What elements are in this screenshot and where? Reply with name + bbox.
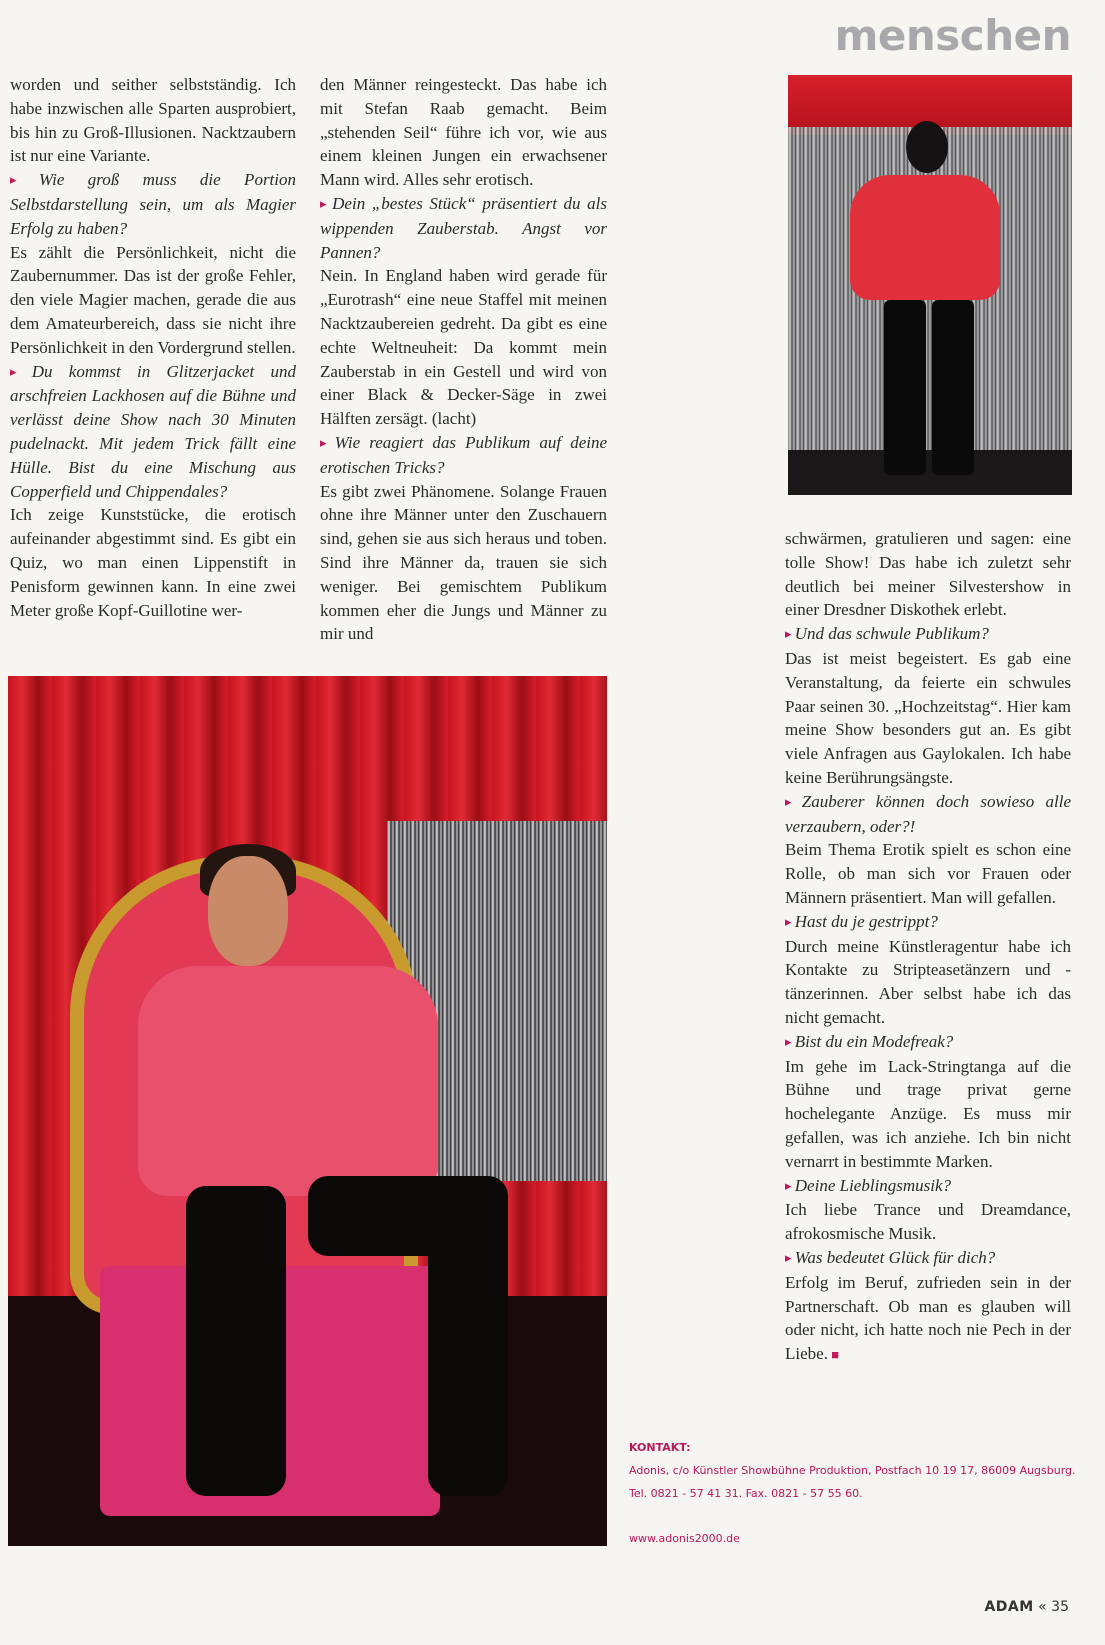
article-column-3 (785, 527, 1071, 1367)
paragraph-text: Ich zeige Kunststücke, die erotisch aufeinander abgestimmt sind. Es gibt ein Quiz, wo man einen Lippenstift in Penisform gewinnen kann. In eine zwei Meter große Kopf-Guillotine wer- (10, 505, 296, 620)
interview-answer (785, 647, 1071, 790)
interview-answer (785, 1198, 1071, 1246)
paragraph-text: den Männer reingesteckt. Das habe ich mit Stefan Raab gemacht. Beim „stehenden Seil“ führe ich vor, wie aus einem kleinen Jungen ein erwachsener Mann wird. Alles sehr erotisch. (320, 75, 607, 190)
interview-answer (785, 1271, 1071, 1367)
footer-separator: « (1038, 1599, 1047, 1615)
paragraph-text: Zauberer können doch sowieso alle verzaubern, oder?! (785, 791, 1071, 836)
contact-block (629, 1436, 1099, 1550)
section-title: menschen (834, 11, 1071, 60)
paragraph-text: Ich liebe Trance und Dreamdance, afrokosmische Musik. (785, 1200, 1071, 1244)
interview-question (10, 360, 296, 504)
interview-answer (320, 73, 607, 192)
interview-question (785, 790, 1071, 839)
photo-magician-throne (8, 676, 607, 1546)
interview-question (785, 1174, 1071, 1199)
interview-question (785, 622, 1071, 647)
paragraph-text: Es zählt die Persönlichkeit, nicht die Zaubernummer. Das ist der große Fehler, den viele Magier machen, gerade die aus dem Amateurbereich, dass sie nicht ihre Persönlichkeit in den Vordergrund stellen. (10, 242, 296, 357)
page-footer (984, 1599, 1069, 1615)
paragraph-text: Und das schwule Publikum? (794, 624, 989, 644)
contact-label: KONTAKT: (629, 1441, 691, 1454)
paragraph-text: Was bedeutet Glück für dich? (794, 1247, 996, 1267)
paragraph-text: Nein. In England haben wird gerade für „Eurotrash“ eine neue Staffel mit meinen Nacktzaubereien gedreht. Da gibt es eine echte Weltneuheit: Da kommt mein Zauberstab in ein Gestell und wird von einer Black & Decker-Säge in zwei Hälften zersägt. (lacht) (320, 266, 607, 429)
paragraph-text: Deine Lieblingsmusik? (794, 1175, 952, 1195)
paragraph-text: Wie reagiert das Publikum auf deine erotischen Tricks? (320, 432, 608, 477)
paragraph-text: Im gehe im Lack-Stringtanga auf die Bühne und trage privat gerne hochelegante Anzüge. Es muss mir gefallen, was ich anziehe. Ich bin nicht vernarrt in bestimmte Marken. (785, 1056, 1071, 1171)
interview-answer (320, 264, 607, 431)
paragraph-text: Durch meine Künstleragentur habe ich Kontakte zu Stripteasetänzern und -tänzerinnen. Aber selbst habe ich das nicht gemacht. (785, 936, 1071, 1027)
interview-answer (785, 1055, 1071, 1174)
paragraph-text: Hast du je gestrippt? (794, 911, 938, 931)
paragraph-text: Erfolg im Beruf, zufrieden sein in der Partnerschaft. Ob man es glauben will oder nicht, ich hatte noch nie Pech in der Liebe. (785, 1272, 1071, 1364)
contact-phone: Tel. 0821 - 57 41 31. Fax. 0821 - 57 55 60. (629, 1487, 863, 1500)
contact-url[interactable]: www.adonis2000.de (629, 1532, 740, 1545)
article-column-2 (320, 73, 607, 646)
paragraph-text: Du kommst in Glitzerjacket und arschfreien Lackhosen auf die Bühne und verlässt deine Show nach 30 Minuten pudelnackt. Mit jedem Trick fällt eine Hülle. Bist du eine Mischung aus Copperfield und Chippendales? (10, 361, 296, 501)
interview-question (785, 1030, 1071, 1055)
magazine-brand: ADAM (984, 1599, 1034, 1615)
interview-question (320, 431, 607, 480)
paragraph-text: Das ist meist begeistert. Es gab eine Veranstaltung, da feierte ein schwules Paar seinen 30. „Hochzeitstag“. Hier kam meine Show besonders gut an. Es gibt viele Anfragen aus Gaylokalen. Ich habe keine Berührungsängste. (785, 648, 1071, 787)
interview-answer (785, 527, 1071, 622)
interview-answer (10, 241, 296, 360)
paragraph-text: Dein „bestes Stück“ präsentiert du als wippenden Zauberstab. Angst vor Pannen? (320, 193, 608, 262)
interview-question (785, 910, 1071, 935)
interview-question (10, 168, 296, 240)
interview-answer (320, 480, 607, 647)
page-number: 35 (1051, 1599, 1069, 1615)
contact-address: Adonis, c/o Künstler Showbühne Produktion, Postfach 10 19 17, 86009 Augsburg. (629, 1464, 1076, 1477)
paragraph-text: worden und seither selbstständig. Ich habe inzwischen alle Sparten ausprobiert, bis hin zu Groß-Illusionen. Nacktzaubern ist nur eine Variante. (10, 75, 296, 166)
paragraph-text: Beim Thema Erotik spielt es schon eine Rolle, ob man sich vor Frauen oder Männern präsentiert. Man will gefallen. (785, 840, 1071, 907)
paragraph-text: Wie groß muss die Portion Selbstdarstellung sein, um als Magier Erfolg zu haben? (10, 170, 297, 238)
photo-magician-back (788, 75, 1072, 495)
interview-answer (10, 73, 296, 168)
interview-answer (785, 838, 1071, 909)
interview-question (320, 192, 607, 264)
interview-answer (10, 503, 296, 622)
paragraph-text: schwärmen, gratulieren und sagen: eine tolle Show! Das habe ich zuletzt sehr deutlich bei meiner Silvestershow in einer Dresdner Diskothek erlebt. (785, 529, 1071, 620)
interview-question (785, 1246, 1071, 1271)
article-column-1 (10, 73, 296, 622)
paragraph-text: Bist du ein Modefreak? (794, 1031, 954, 1051)
end-mark-icon: ■ (827, 1347, 840, 1363)
paragraph-text: Es gibt zwei Phänomene. Solange Frauen ohne ihre Männer unter den Zuschauern sind, gehen sie aus sich heraus und toben. Sind ihre Männer da, trauen sie sich weniger. Bei gemischtem Publikum kommen eher die Jungs und Männer zu mir und (320, 481, 607, 644)
interview-answer (785, 935, 1071, 1030)
